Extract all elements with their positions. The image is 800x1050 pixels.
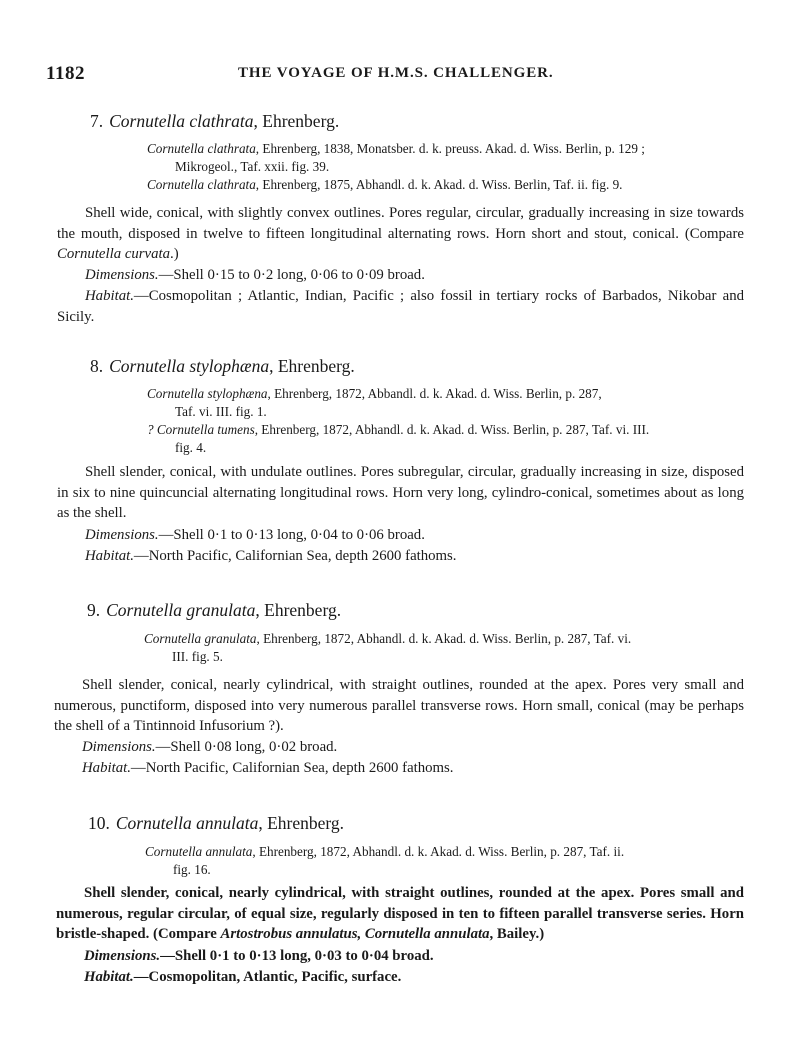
synonym-citation: , Ehrenberg, 1875, Abhandl. d. k. Akad. d. Wiss. Berlin, Taf. ii. fig. 9. — [255, 177, 623, 192]
synonym-name: Cornutella annulata — [145, 844, 253, 859]
habitat-line — [57, 286, 744, 327]
synonymy-entry — [147, 176, 747, 194]
dimensions-value: —Shell 0·15 to 0·2 long, 0·06 to 0·09 broad. — [158, 267, 425, 283]
synonym-citation: , Ehrenberg, 1872, Abbandl. d. k. Akad. d. Wiss. Berlin, p. 287, — [267, 386, 602, 401]
synonymy-entry — [147, 421, 747, 456]
synonym-continuation: fig. 16. — [173, 861, 211, 877]
species-heading — [90, 356, 355, 377]
synonym-citation: , Ehrenberg, 1872, Abhandl. d. k. Akad. d. Wiss. Berlin, p. 287, Taf. ii. — [252, 844, 625, 859]
description-text: Shell slender, conical, with undulate outlines. Pores subregular, circular, gradually increasing in size, disposed in six to nine quincuncial alternating longitudinal rows. Horn very long, cylindro-conical, sometimes about as long as the shell. — [57, 464, 744, 521]
species-heading — [87, 600, 341, 621]
species-genus: Cornutella — [106, 600, 182, 620]
species-description — [56, 883, 744, 945]
species-number: 8. — [90, 356, 104, 376]
species-description — [57, 462, 744, 524]
species-heading — [88, 813, 344, 834]
synonym-name: ? Cornutella tumens — [147, 422, 255, 437]
species-description — [54, 675, 744, 737]
synonym-name: Cornutella stylophæna — [147, 386, 268, 401]
synonymy-entry — [147, 385, 747, 420]
synonym-name: Cornutella clathrata — [147, 177, 256, 192]
species-epithet: annulata — [196, 813, 259, 833]
habitat-label: Habitat. — [85, 548, 134, 564]
synonym-citation: , Ehrenberg, 1872, Abhandl. d. k. Akad. d. Wiss. Berlin, p. 287, Taf. vi. III. — [254, 422, 650, 437]
habitat-value: —Cosmopolitan ; Atlantic, Indian, Pacific ; also fossil in tertiary rocks of Barbados, Nikobar and Sicily. — [57, 288, 744, 325]
synonymy-entry — [145, 843, 745, 878]
description-italic: Artostrobus annulatus, Cornutella annulata — [220, 926, 490, 942]
habitat-line — [84, 967, 401, 988]
dimensions-value: —Shell 0·08 long, 0·02 broad. — [155, 739, 338, 755]
synonymy-entry — [144, 630, 744, 665]
description-text: Shell wide, conical, with slightly convex outlines. Pores regular, circular, gradually increasing in size towards the mouth, disposed in twelve to fifteen longitudinal alternating rows. Horn short and stout, conical. (Compare — [57, 205, 744, 242]
dimensions-value: —Shell 0·1 to 0·13 long, 0·04 to 0·06 broad. — [158, 527, 425, 543]
synonym-continuation: Mikrogeol., Taf. xxii. fig. 39. — [175, 158, 330, 174]
dimensions-label: Dimensions. — [85, 267, 159, 283]
species-number: 10. — [88, 813, 110, 833]
dimensions-value: —Shell 0·1 to 0·13 long, 0·03 to 0·04 broad. — [160, 948, 434, 964]
species-heading — [90, 111, 339, 132]
species-description — [57, 203, 744, 265]
description-italic: Cornutella curvata — [57, 246, 171, 262]
species-number: 7. — [90, 111, 104, 131]
synonym-name: Cornutella clathrata — [147, 141, 256, 156]
dimensions-label: Dimensions. — [82, 739, 156, 755]
description-text-end: , Bailey.) — [489, 926, 545, 942]
dimensions-line — [85, 525, 425, 546]
synonym-citation: , Ehrenberg, 1838, Monatsber. d. k. preuss. Akad. d. Wiss. Berlin, p. 129 ; — [255, 141, 645, 156]
synonym-name: Cornutella granulata — [144, 631, 257, 646]
description-text-end: .) — [170, 246, 179, 262]
species-epithet: stylophæna — [189, 356, 270, 376]
species-number: 9. — [87, 600, 101, 620]
synonymy-entry — [147, 140, 747, 175]
species-author: , Ehrenberg. — [269, 356, 355, 376]
page-number: 1182 — [46, 63, 85, 84]
habitat-label: Habitat. — [85, 288, 134, 304]
species-epithet: granulata — [186, 600, 256, 620]
habitat-value: —North Pacific, Californian Sea, depth 2600 fathoms. — [130, 760, 454, 776]
habitat-label: Habitat. — [84, 969, 134, 985]
habitat-label: Habitat. — [82, 760, 131, 776]
habitat-value: —Cosmopolitan, Atlantic, Pacific, surface. — [133, 969, 402, 985]
description-text: Shell slender, conical, nearly cylindrical, with straight outlines, rounded at the apex. Pores small and numerous, regular circular, of equal size, regularly disposed in ten to fifteen parallel transverse series. Horn bristle-shaped. (Compare — [56, 885, 744, 942]
habitat-line — [85, 546, 457, 567]
habitat-line — [82, 758, 454, 779]
species-author: , Ehrenberg. — [258, 813, 345, 833]
species-genus: Cornutella — [109, 111, 185, 131]
species-author: , Ehrenberg. — [253, 111, 340, 131]
species-genus: Cornutella — [109, 356, 185, 376]
synonym-citation: , Ehrenberg, 1872, Abhandl. d. k. Akad. d. Wiss. Berlin, p. 287, Taf. vi. — [256, 631, 632, 646]
species-epithet: clathrata — [189, 111, 254, 131]
synonym-continuation: III. fig. 5. — [172, 648, 223, 664]
synonym-continuation: Taf. vi. III. fig. 1. — [175, 403, 267, 419]
species-author: , Ehrenberg. — [255, 600, 342, 620]
dimensions-line — [84, 946, 434, 967]
description-text: Shell slender, conical, nearly cylindrical, with straight outlines, rounded at the apex. Pores very small and numerous, punctiform, disposed into very numerous parallel transverse rows. Horn small, conical (may be perhaps the shell of a Tintinnoid Infusorium ?). — [54, 677, 744, 734]
dimensions-label: Dimensions. — [84, 948, 161, 964]
species-genus: Cornutella — [115, 813, 192, 833]
habitat-value: —North Pacific, Californian Sea, depth 2600 fathoms. — [133, 548, 457, 564]
dimensions-line — [85, 265, 425, 286]
running-title: THE VOYAGE OF H.M.S. CHALLENGER. — [238, 65, 554, 81]
dimensions-label: Dimensions. — [85, 527, 159, 543]
synonym-continuation: fig. 4. — [175, 439, 207, 455]
dimensions-line — [82, 737, 337, 758]
